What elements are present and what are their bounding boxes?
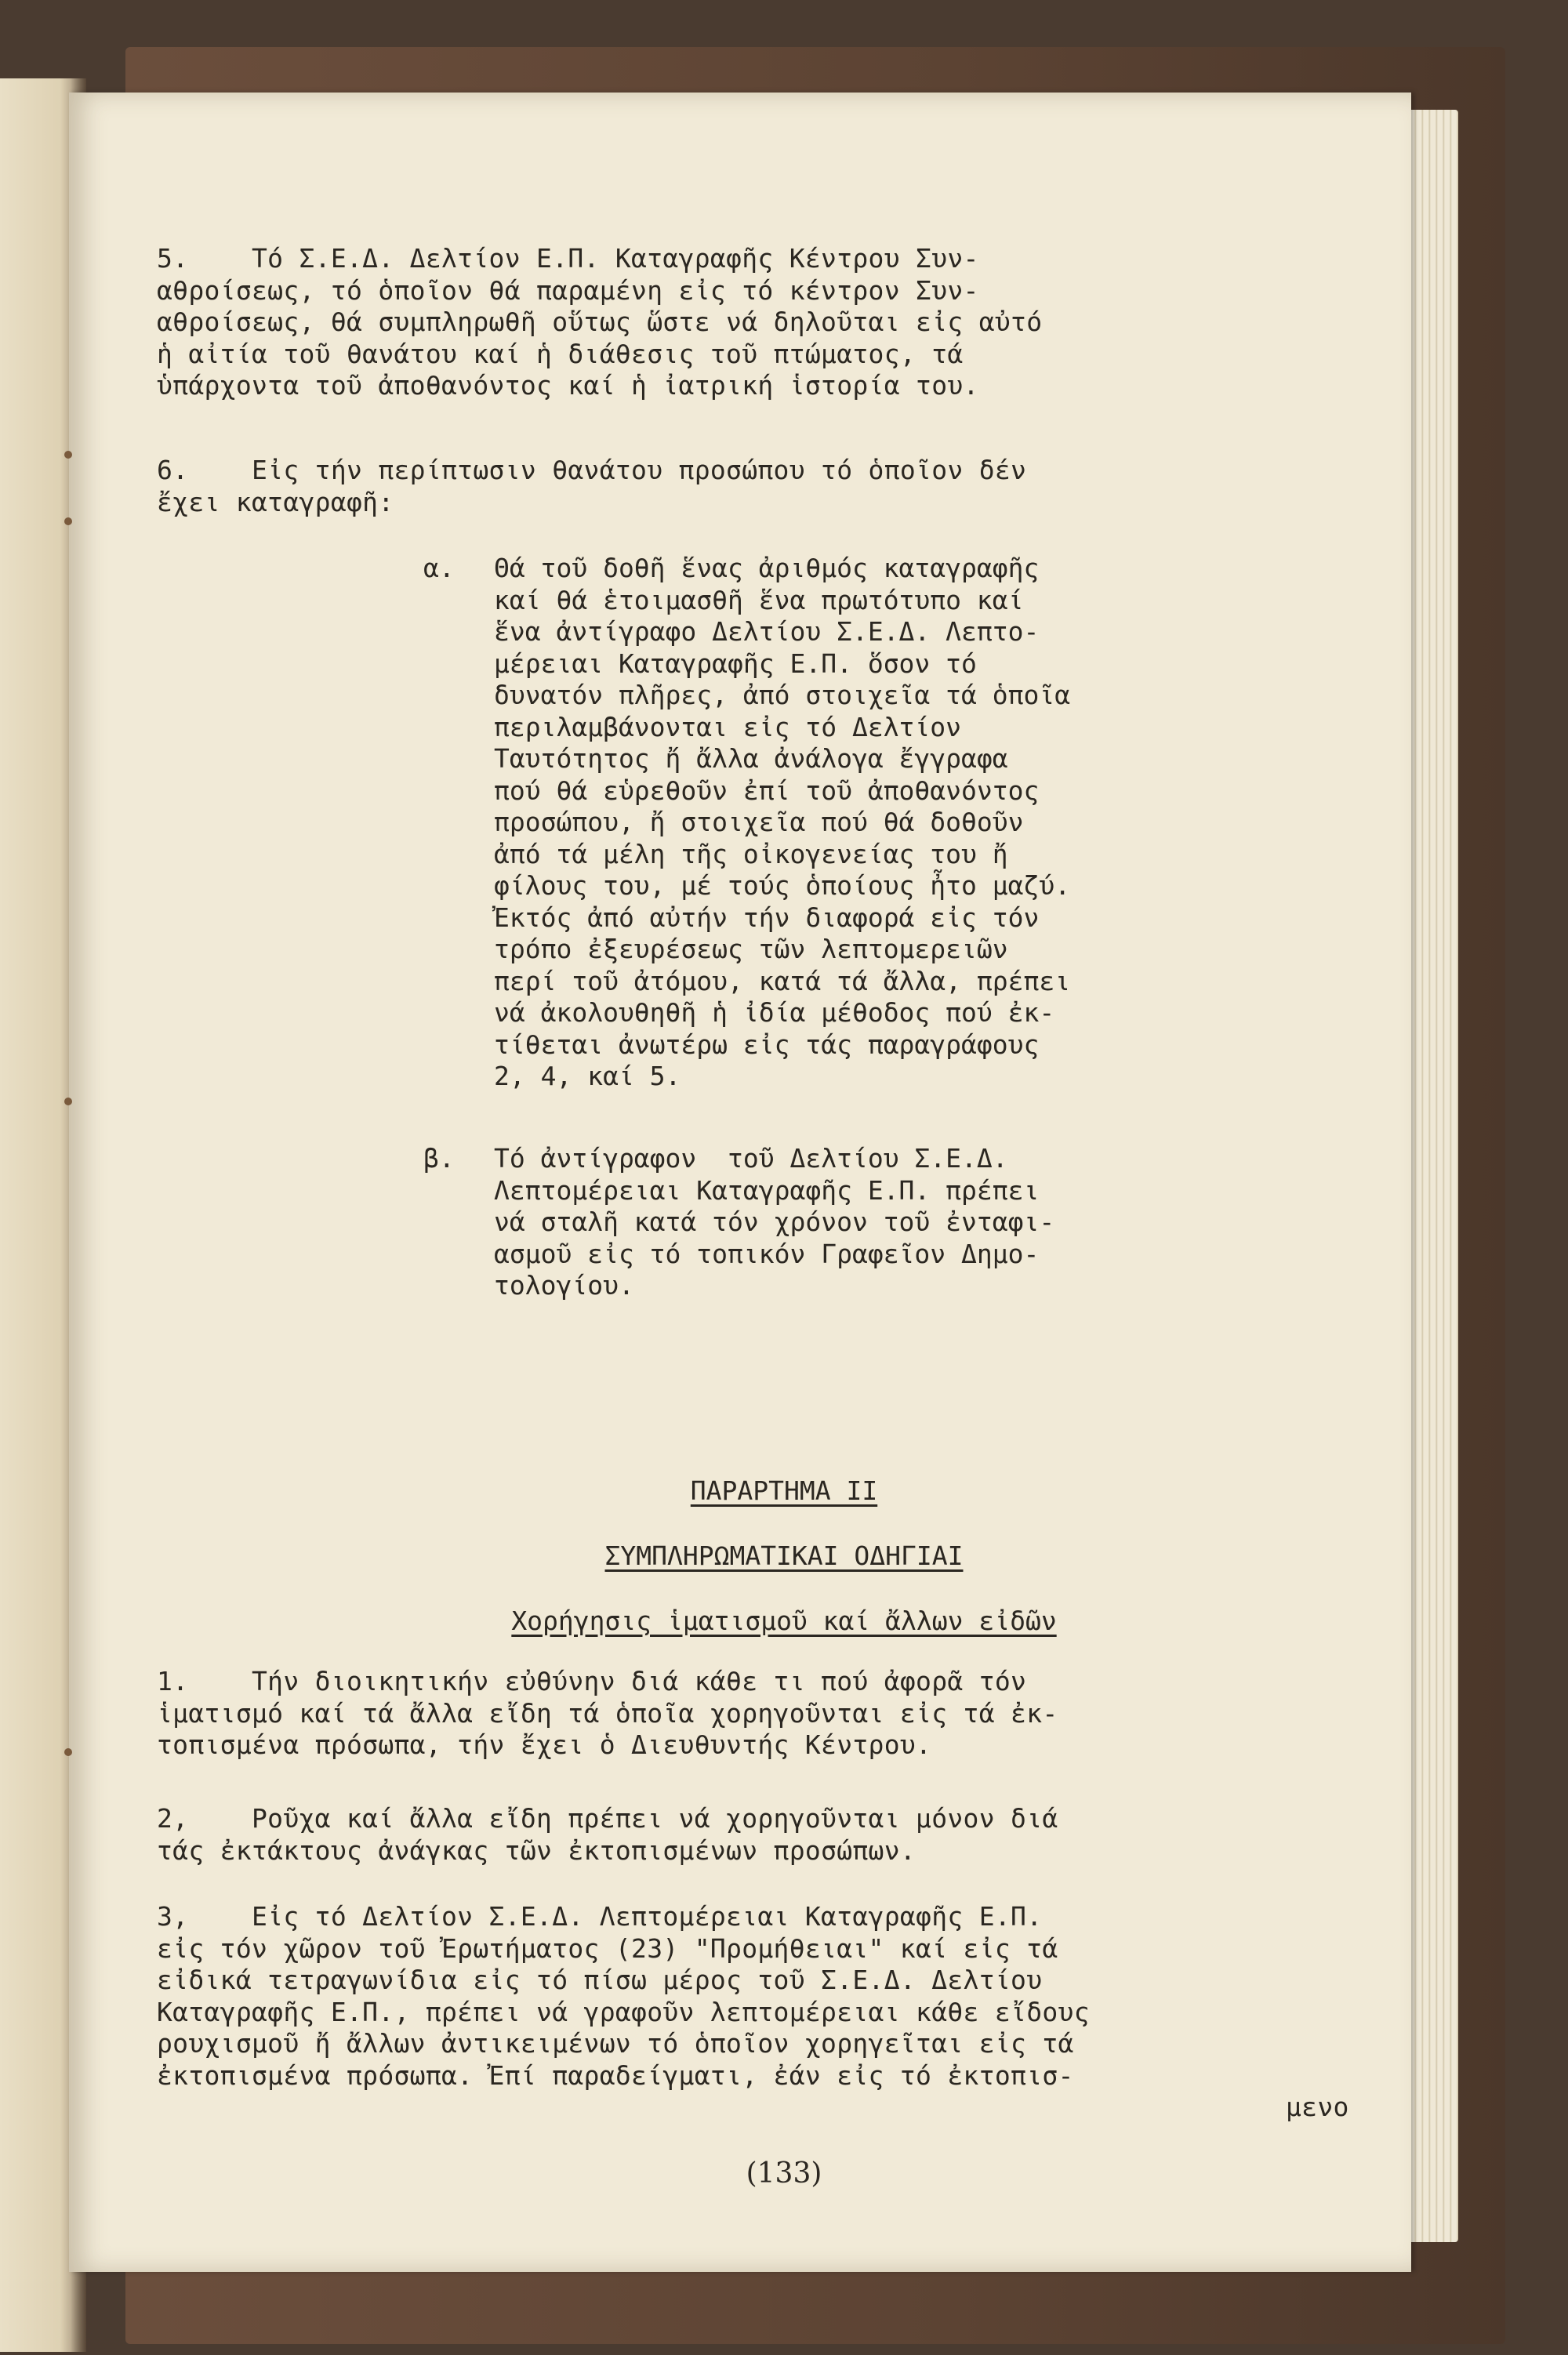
binding-stitch — [64, 517, 72, 525]
paragraph-6: 6. Εἰς τήν περίπτωσιν θανάτου προσώπου τό ὁποῖον δέν ἔχει καταγραφῆ: — [157, 455, 1027, 517]
subitem-b-text: Τό ἀντίγραφον τοῦ Δελτίου Σ.Ε.Δ. Λεπτομέρειαι Καταγραφῆς Ε.Π. πρέπει νά σταλῆ κατά τόν χρόνον τοῦ ἐνταφι- ασμοῦ εἰς τό τοπικόν Γραφεῖον Δημο- τολογίου. — [494, 1143, 1055, 1301]
section-title-text: Χορήγησις ἱματισμοῦ καί ἄλλων εἰδῶν — [511, 1606, 1057, 1636]
binding-stitch — [64, 451, 72, 459]
binding-stitch — [64, 1748, 72, 1756]
appendix-title — [0, 1475, 1568, 1507]
paragraph-5: 5. Τό Σ.Ε.Δ. Δελτίον Ε.Π. Καταγραφῆς Κέντρου Συν- αθροίσεως, τό ὁποῖον θά παραμένη εἰς τό κέντρον Συν- αθροίσεως, θά συμπληρωθῆ οὕτως ὥστε νά δηλοῦται εἰς αὐτό ἡ αἰτία τοῦ θανάτου καί ἡ διάθεσις τοῦ πτώματος, τά ὑπάρχοντα τοῦ ἀποθανόντος καί ἡ ἰατρική ἱστορία του. — [157, 243, 1043, 401]
subitem-a-text: Θά τοῦ δοθῆ ἕνας ἀριθμός καταγραφῆς καί θά ἑτοιμασθῆ ἕνα πρωτότυπο καί ἕνα ἀντίγραφο Δελτίου Σ.Ε.Δ. Λεπτο- μέρειαι Καταγραφῆς Ε.Π. ὅσον τό δυνατόν πλῆρες, ἀπό στοιχεῖα τά ὁποῖα περιλαμβάνονται εἰς τό Δελτίον Ταυτότητος ἤ ἄλλα ἀνάλογα ἔγγραφα πού θά εὑρεθοῦν ἐπί τοῦ ἀποθανόντος προσώπου, ἤ στοιχεῖα πού θά δοθοῦν ἀπό τά μέλη τῆς οἰκογενείας του ἤ φίλους του, μέ τούς ὁποίους ἦτο μαζύ. Ἐκτός ἀπό αὐτήν τήν διαφορά εἰς τόν τρόπο ἐξευρέσεως τῶν λεπτομερειῶν περί τοῦ ἀτόμου, κατά τά ἄλλα, πρέπει νά ἀκολουθηθῆ ἡ ἰδία μέθοδος πού ἐκ- τίθεται ἀνωτέρω εἰς τάς παραγράφους 2, 4, καί 5. — [494, 553, 1071, 1091]
page-number: (133) — [746, 2157, 822, 2190]
subitem-b-marker: β. — [423, 1143, 455, 1174]
paragraph-2: 2, Ροῦχα καί ἄλλα εἴδη πρέπει νά χορηγοῦνται μόνον διά τάς ἐκτάκτους ἀνάγκας τῶν ἐκτοπισμένων προσώπων. — [157, 1803, 1058, 1866]
subitem-a-marker: α. — [423, 553, 455, 583]
paragraph-3: 3, Εἰς τό Δελτίον Σ.Ε.Δ. Λεπτομέρειαι Καταγραφῆς Ε.Π. εἰς τόν χῶρον τοῦ Ἐρωτήματος (23) "Προμήθειαι" καί εἰς τά εἰδικά τετραγωνίδια εἰς τό πίσω μέρος τοῦ Σ.Ε.Δ. Δελτίου Καταγραφῆς Ε.Π., πρέπει νά γραφοῦν λεπτομέρειαι κάθε εἴδους ρουχισμοῦ ἤ ἄλλων ἀντικειμένων τό ὁποῖον χορηγεῖται εἰς τά ἐκτοπισμένα πρόσωπα. Ἐπί παραδείγματι, ἐάν εἰς τό ἐκτοπισ- — [157, 1901, 1090, 2091]
appendix-subtitle-text: ΣΥΜΠΛΗΡΩΜΑΤΙΚΑΙ ΟΔΗΓΙΑΙ — [604, 1540, 964, 1571]
paragraph-1: 1. Τήν διοικητικήν εὐθύνην διά κάθε τι πού ἀφορᾶ τόν ἱματισμό καί τά ἄλλα εἴδη τά ὁποῖα χορηγοῦνται εἰς τά ἐκ- τοπισμένα πρόσωπα, τήν ἔχει ὁ Διευθυντής Κέντρου. — [157, 1666, 1058, 1760]
binding-stitch — [64, 1098, 72, 1105]
section-title — [0, 1606, 1568, 1637]
appendix-subtitle — [0, 1540, 1568, 1572]
appendix-title-text: ΠΑΡΑΡΤΗΜΑ ΙΙ — [690, 1475, 878, 1506]
paragraph-3-tail: μενο — [1286, 2092, 1349, 2122]
